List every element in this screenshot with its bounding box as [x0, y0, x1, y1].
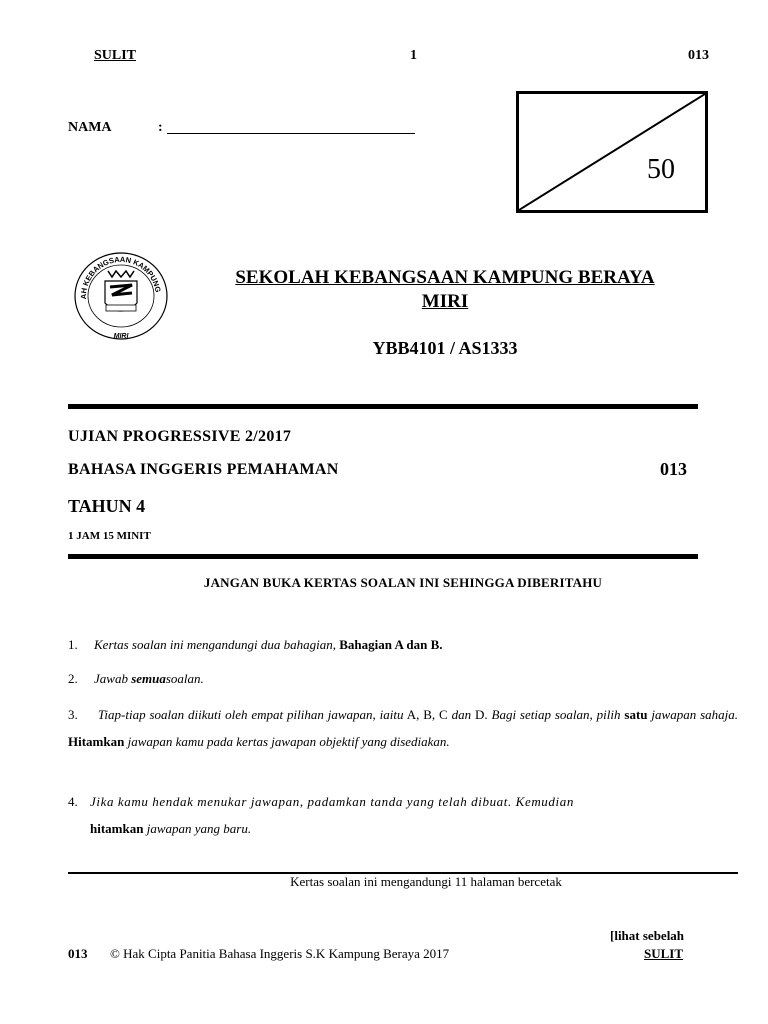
instruction-1: [68, 631, 738, 658]
divider-top: [68, 404, 698, 409]
instruction-4: [68, 788, 738, 842]
instruction-4-bold: hitamkan: [90, 821, 144, 836]
instruction-4-text: Jika kamu hendak menukar jawapan, padamkan tanda yang telah dibuat. Kemudian: [90, 794, 574, 809]
footer-copyright: © Hak Cipta Panitia Bahasa Inggeris S.K Kampung Beraya 2017: [110, 946, 450, 961]
instruction-3-mid: Bagi setiap soalan, pilih: [491, 707, 621, 722]
paper-code: YBB4101 / AS1333: [372, 338, 518, 358]
instruction-3-post: jawapan kamu pada kertas jawapan objektif yang disediakan.: [127, 734, 450, 749]
instruction-3-pre: Tiap-tiap soalan diikuti oleh empat pilihan jawapan, iaitu: [97, 707, 404, 722]
instruction-2: [68, 665, 738, 692]
instruction-3-dan: dan: [451, 707, 472, 722]
divider-bottom: [68, 554, 698, 559]
instruction-3-bold1: satu: [624, 707, 648, 722]
instruction-3: [68, 701, 738, 755]
exam-year: TAHUN 4: [68, 496, 146, 516]
instruction-3-mid2: jawapan sahaja.: [651, 707, 739, 722]
footer-code: 013: [68, 946, 88, 961]
instruction-2-pre: Jawab: [94, 671, 128, 686]
footer-pages-note: Kertas soalan ini mengandungi 11 halaman bercetak: [290, 874, 562, 889]
instruction-3-d: D.: [474, 707, 488, 722]
exam-subject: BAHASA INGGERIS PEMAHAMAN: [68, 461, 339, 478]
header-code: 013: [688, 48, 709, 63]
instruction-1-text: Kertas soalan ini mengandungi dua bahagian,: [94, 637, 336, 652]
instruction-1-number: 1.: [68, 637, 78, 652]
instruction-3-number: 3.: [68, 707, 78, 722]
exam-duration: 1 JAM 15 MINIT: [68, 530, 151, 542]
warning-notice: JANGAN BUKA KERTAS SOALAN INI SEHINGGA DIBERITAHU: [203, 575, 603, 590]
name-input-line[interactable]: [167, 133, 415, 134]
instruction-4-post: jawapan yang baru.: [146, 821, 252, 836]
footer-classification: SULIT: [644, 946, 684, 961]
name-label: NAMA: [68, 120, 112, 135]
school-name: SEKOLAH KEBANGSAAN KAMPUNG BERAYA: [235, 267, 655, 288]
instruction-2-number: 2.: [68, 671, 78, 686]
header-classification: SULIT: [94, 48, 137, 63]
instruction-2-bold: semua: [131, 671, 166, 686]
school-logo: [72, 251, 170, 341]
score-box-diagonal: [519, 94, 705, 210]
exam-name: UJIAN PROGRESSIVE 2/2017: [68, 428, 292, 445]
exam-subject-code: 013: [660, 459, 687, 479]
score-total: 50: [647, 154, 675, 185]
instruction-1-bold: Bahagian A dan B.: [339, 637, 443, 652]
instruction-3-abc: A, B, C: [406, 707, 448, 722]
footer-see-next: [lihat sebelah: [610, 928, 685, 943]
instruction-2-post: soalan.: [165, 671, 204, 686]
logo-text-bottom: MIRI: [113, 333, 129, 340]
score-box: [516, 91, 708, 213]
name-colon: :: [158, 120, 163, 135]
header-page-number: 1: [410, 48, 417, 63]
instruction-3-bold2: Hitamkan: [68, 734, 125, 749]
logo-text-top: AH KEBANGSAAN KAMPUNG: [78, 254, 163, 300]
instruction-4-number: 4.: [68, 794, 78, 809]
school-city: MIRI: [421, 291, 469, 312]
